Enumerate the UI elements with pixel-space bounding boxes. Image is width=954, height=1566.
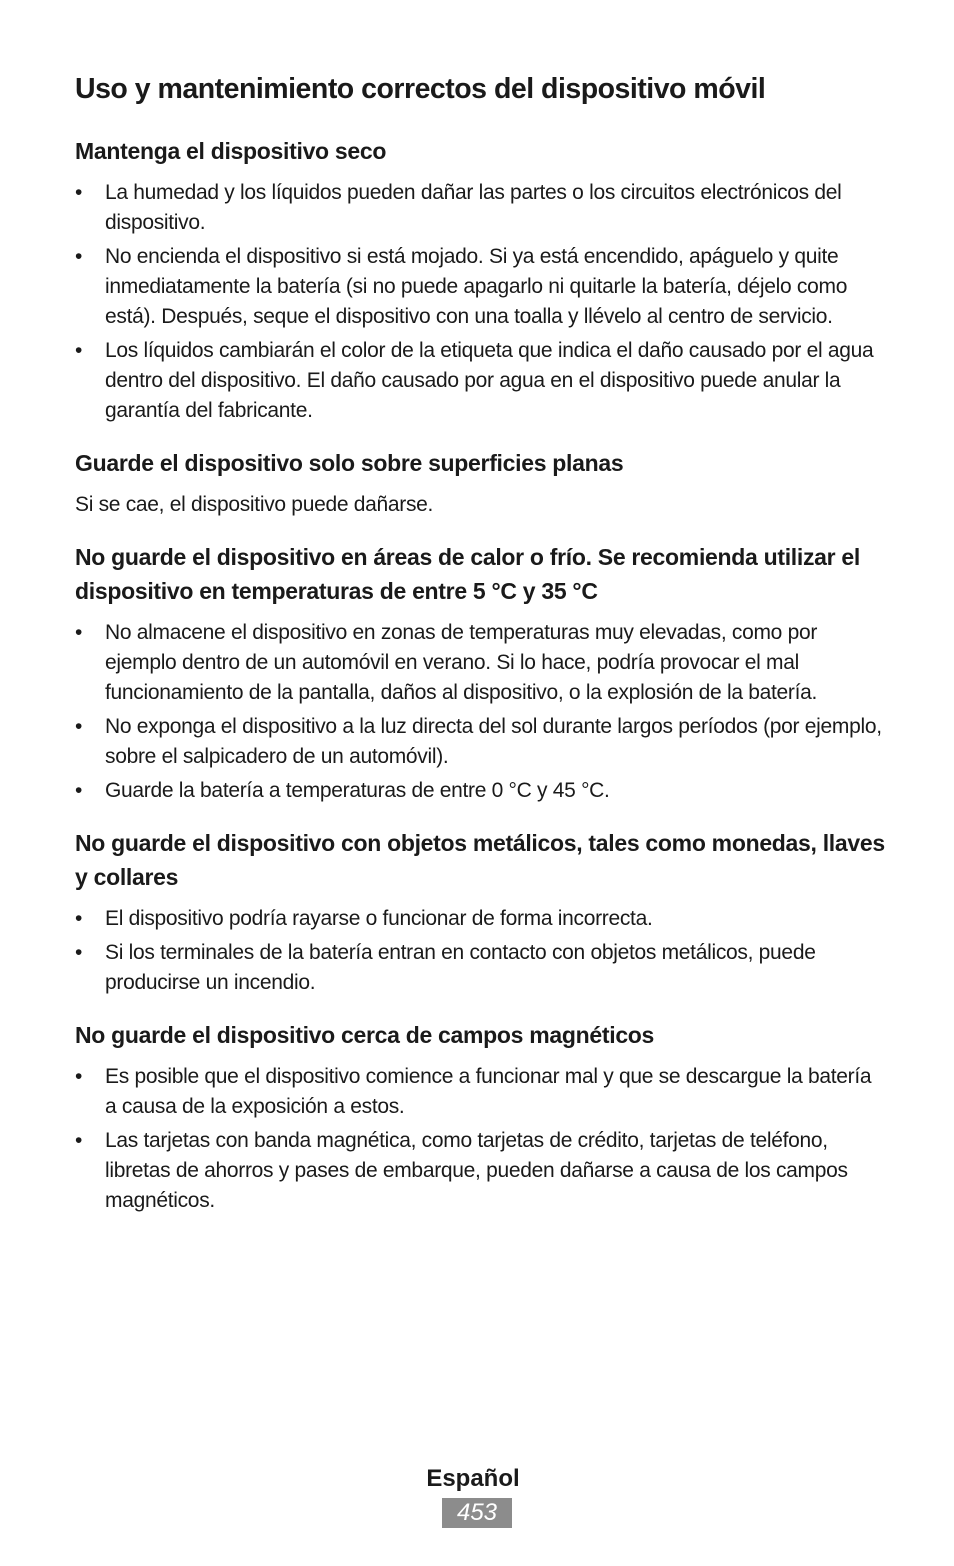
list-item bbox=[75, 712, 885, 772]
list-item bbox=[75, 178, 885, 238]
bullet-icon: • bbox=[75, 941, 83, 965]
list-item-text: Las tarjetas con banda magnética, como tarjetas de crédito, tarjetas de teléfono, libretas de ahorros y pases de embarque, pueden dañarse a causa de los campos magnéticos. bbox=[105, 1129, 848, 1213]
section-magnetic-fields bbox=[75, 1018, 885, 1216]
bullet-icon: • bbox=[75, 621, 83, 645]
page-footer bbox=[0, 1462, 954, 1528]
bullet-list bbox=[75, 1062, 885, 1216]
list-item bbox=[75, 1126, 885, 1216]
section-heading: No guarde el dispositivo cerca de campos magnéticos bbox=[75, 1022, 655, 1049]
bullet-icon: • bbox=[75, 779, 83, 803]
list-item-text: No encienda el dispositivo si está mojado. Si ya está encendido, apáguelo y quite inmediatamente la batería (si no puede apagarlo ni quitarle la batería, déjelo como está). Después, seque el dispositivo con una toalla y llévelo al centro de servicio. bbox=[105, 245, 848, 329]
list-item-text: La humedad y los líquidos pueden dañar las partes o los circuitos electrónicos del dispositivo. bbox=[105, 181, 842, 235]
section-heading: Guarde el dispositivo solo sobre superficies planas bbox=[75, 450, 624, 477]
list-item-text: El dispositivo podría rayarse o funcionar de forma incorrecta. bbox=[105, 907, 653, 931]
list-item-text: Si los terminales de la batería entran en contacto con objetos metálicos, puede producirse un incendio. bbox=[105, 941, 816, 995]
page-title: Uso y mantenimiento correctos del dispositivo móvil bbox=[75, 73, 766, 105]
footer-language: Español bbox=[426, 1465, 520, 1492]
section-text: Si se cae, el dispositivo puede dañarse. bbox=[75, 493, 434, 517]
list-item bbox=[75, 1062, 885, 1122]
list-item-text: Guarde la batería a temperaturas de entre 0 °C y 45 °C. bbox=[105, 779, 610, 803]
page-number-badge: 453 bbox=[442, 1498, 512, 1528]
section-heading: No guarde el dispositivo en áreas de calor o frío. Se recomienda utilizar el dispositivo en temperaturas de entre 5 °C y 35 °C bbox=[75, 544, 860, 605]
bullet-list bbox=[75, 904, 885, 998]
bullet-icon: • bbox=[75, 1129, 83, 1153]
page-content bbox=[75, 72, 885, 1236]
section-metal-objects bbox=[75, 826, 885, 998]
list-item bbox=[75, 618, 885, 708]
section-temperature bbox=[75, 540, 885, 806]
list-item-text: Los líquidos cambiarán el color de la etiqueta que indica el daño causado por el agua dentro del dispositivo. El daño causado por agua en el dispositivo puede anular la garantía del fabricante. bbox=[105, 339, 874, 423]
bullet-list bbox=[75, 178, 885, 426]
list-item bbox=[75, 242, 885, 332]
list-item bbox=[75, 776, 885, 806]
section-keep-dry bbox=[75, 134, 885, 426]
section-flat-surfaces bbox=[75, 446, 885, 520]
bullet-list bbox=[75, 618, 885, 806]
bullet-icon: • bbox=[75, 907, 83, 931]
bullet-icon: • bbox=[75, 1065, 83, 1089]
bullet-icon: • bbox=[75, 339, 83, 363]
bullet-icon: • bbox=[75, 715, 83, 739]
list-item bbox=[75, 904, 885, 934]
bullet-icon: • bbox=[75, 245, 83, 269]
section-heading: Mantenga el dispositivo seco bbox=[75, 138, 387, 165]
section-heading: No guarde el dispositivo con objetos metálicos, tales como monedas, llaves y collares bbox=[75, 830, 885, 891]
list-item-text: Es posible que el dispositivo comience a funcionar mal y que se descargue la batería a causa de la exposición a estos. bbox=[105, 1065, 872, 1119]
list-item bbox=[75, 336, 885, 426]
list-item-text: No almacene el dispositivo en zonas de temperaturas muy elevadas, como por ejemplo dentro de un automóvil en verano. Si lo hace, podría provocar el mal funcionamiento de la pantalla, daños al dispositivo, o la explosión de la batería. bbox=[105, 621, 818, 705]
bullet-icon: • bbox=[75, 181, 83, 205]
list-item bbox=[75, 938, 885, 998]
list-item-text: No exponga el dispositivo a la luz directa del sol durante largos períodos (por ejemplo, sobre el salpicadero de un automóvil). bbox=[105, 715, 882, 769]
